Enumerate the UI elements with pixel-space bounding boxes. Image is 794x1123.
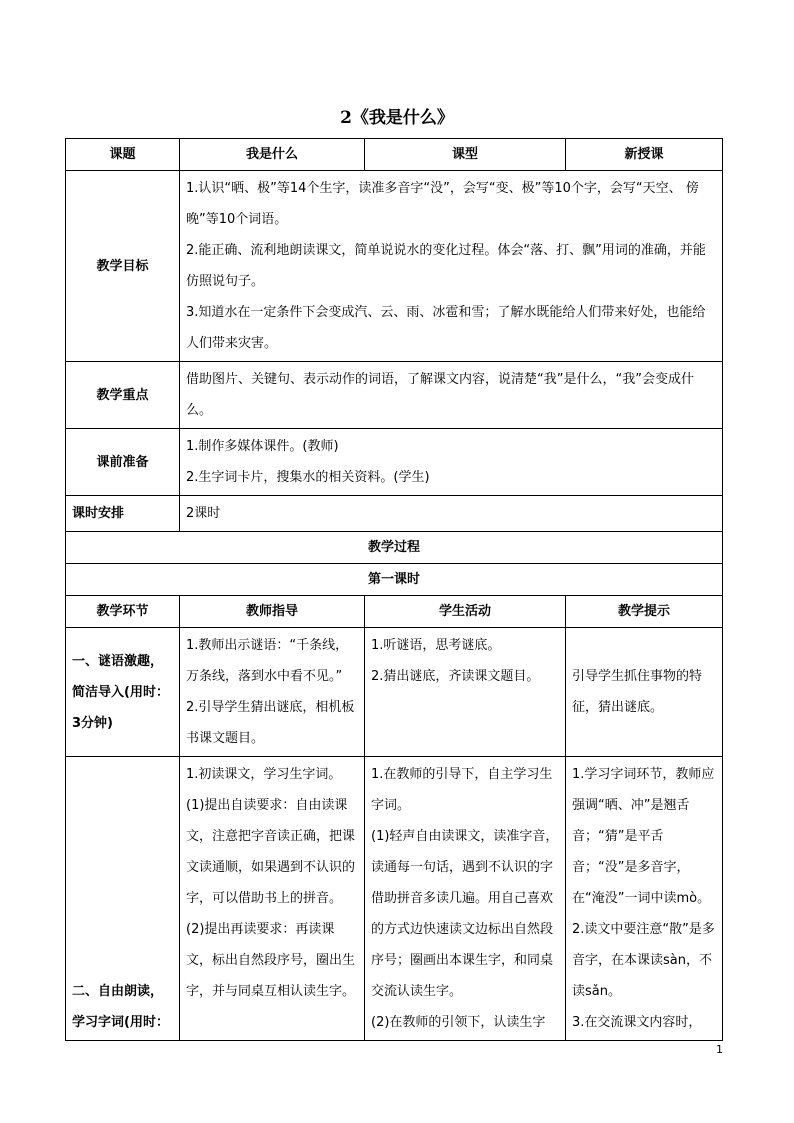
step2-teacher xyxy=(180,757,365,1041)
page-number: 1 xyxy=(716,1043,723,1056)
step2-student-item: (2)在教师的引领下，认读生字 xyxy=(371,1015,546,1030)
step1-tip: 引导学生抓住事物的特征，猜出谜底。 xyxy=(566,628,723,757)
step1-teacher-item: 2.引导学生猜出谜底，相机板书课文题目。 xyxy=(186,700,355,746)
step1-student xyxy=(365,628,566,757)
label-lesson-type: 课型 xyxy=(365,139,566,171)
step2-tip-item: 2.读文中要注意“散”是多音字，在本课读sàn，不读sǎn。 xyxy=(572,922,715,999)
step2-student xyxy=(365,757,566,1041)
step2-teacher-item: (1)提出自读要求：自由读课文，注意把字音读正确，把课文读通顺，如果遇到不认识的字，可以借助书上的拼音。 xyxy=(186,798,356,906)
goal-item: 2.能正确、流利地朗读课文，简单说说水的变化过程。体会“落、打、飘”用词的准确，并能仿照说句子。 xyxy=(186,243,706,289)
process-title: 教学过程 xyxy=(66,532,723,564)
goals-cell xyxy=(180,171,723,362)
step2-name: 二、自由朗读，学习字词(用时： xyxy=(66,757,180,1041)
column-header: 教师指导 xyxy=(180,596,365,628)
preparation-cell xyxy=(180,429,723,496)
goal-item: 1.认识“晒、极”等14个生字，读准多音字“没”，会写“变、极”等10个字，会写“天空、 傍晚”等10个词语。 xyxy=(186,181,699,227)
label-topic: 课题 xyxy=(66,139,180,171)
step1-teacher-item: 1.教师出示谜语：“千条线，万条线，落到水中看不见。” xyxy=(186,638,349,684)
column-header: 教学提示 xyxy=(566,596,723,628)
step2-student-item: (1)轻声自由读课文，读准字音，读通每一句话，遇到不认识的字借助拼音多读几遍。用自己喜欢的方式边快速读文边标出自然段序号；圈画出本课生字，和同桌交流认读生字。 xyxy=(371,829,559,999)
label-schedule: 课时安排 xyxy=(66,496,180,532)
step2-student-item: 1.在教师的引导下，自主学习生字词。 xyxy=(371,767,553,813)
label-key-points: 教学重点 xyxy=(66,362,180,429)
step2-tip xyxy=(566,757,723,1041)
step2-teacher-item: 1.初读课文，学习生字词。 xyxy=(186,767,342,782)
topic-value: 我是什么 xyxy=(180,139,365,171)
preparation-item: 1.制作多媒体课件。(教师) xyxy=(186,439,339,454)
step2-teacher-item: (2)提出再读要求：再读课文，标出自然段序号，圈出生字，并与同桌互相认读生字。 xyxy=(186,922,356,999)
label-goals: 教学目标 xyxy=(66,171,180,362)
lesson-plan-table xyxy=(65,138,723,1041)
column-header: 学生活动 xyxy=(365,596,566,628)
lesson-title: 第一课时 xyxy=(66,564,723,596)
step2-tip-item: 1.学习字词环节，教师应强调“晒、冲”是翘舌音；“猜”是平舌音；“没”是多音字，在“淹没”一词中读mò。 xyxy=(572,767,715,906)
step1-name: 一、谜语激趣，简洁导入(用时：3分钟) xyxy=(66,628,180,757)
label-preparation: 课前准备 xyxy=(66,429,180,496)
preparation-item: 2.生字词卡片，搜集水的相关资料。(学生) xyxy=(186,470,430,485)
step1-teacher xyxy=(180,628,365,757)
schedule-value: 2课时 xyxy=(180,496,723,532)
lesson-type-value: 新授课 xyxy=(566,139,723,171)
column-header: 教学环节 xyxy=(66,596,180,628)
step1-student-item: 2.猜出谜底，齐读课文题目。 xyxy=(371,669,540,684)
goal-item: 3.知道水在一定条件下会变成汽、云、雨、冰雹和雪；了解水既能给人们带来好处，也能给人们带来灾害。 xyxy=(186,305,706,351)
step1-student-item: 1.听谜语，思考谜底。 xyxy=(371,638,501,653)
step2-tip-item: 3.在交流课文内容时， xyxy=(572,1015,702,1030)
document-title: 2《我是什么》 xyxy=(340,108,454,128)
key-points-text: 借助图片、关键句、表示动作的词语，了解课文内容，说清楚“我”是什么，“我”会变成什么。 xyxy=(180,362,723,429)
